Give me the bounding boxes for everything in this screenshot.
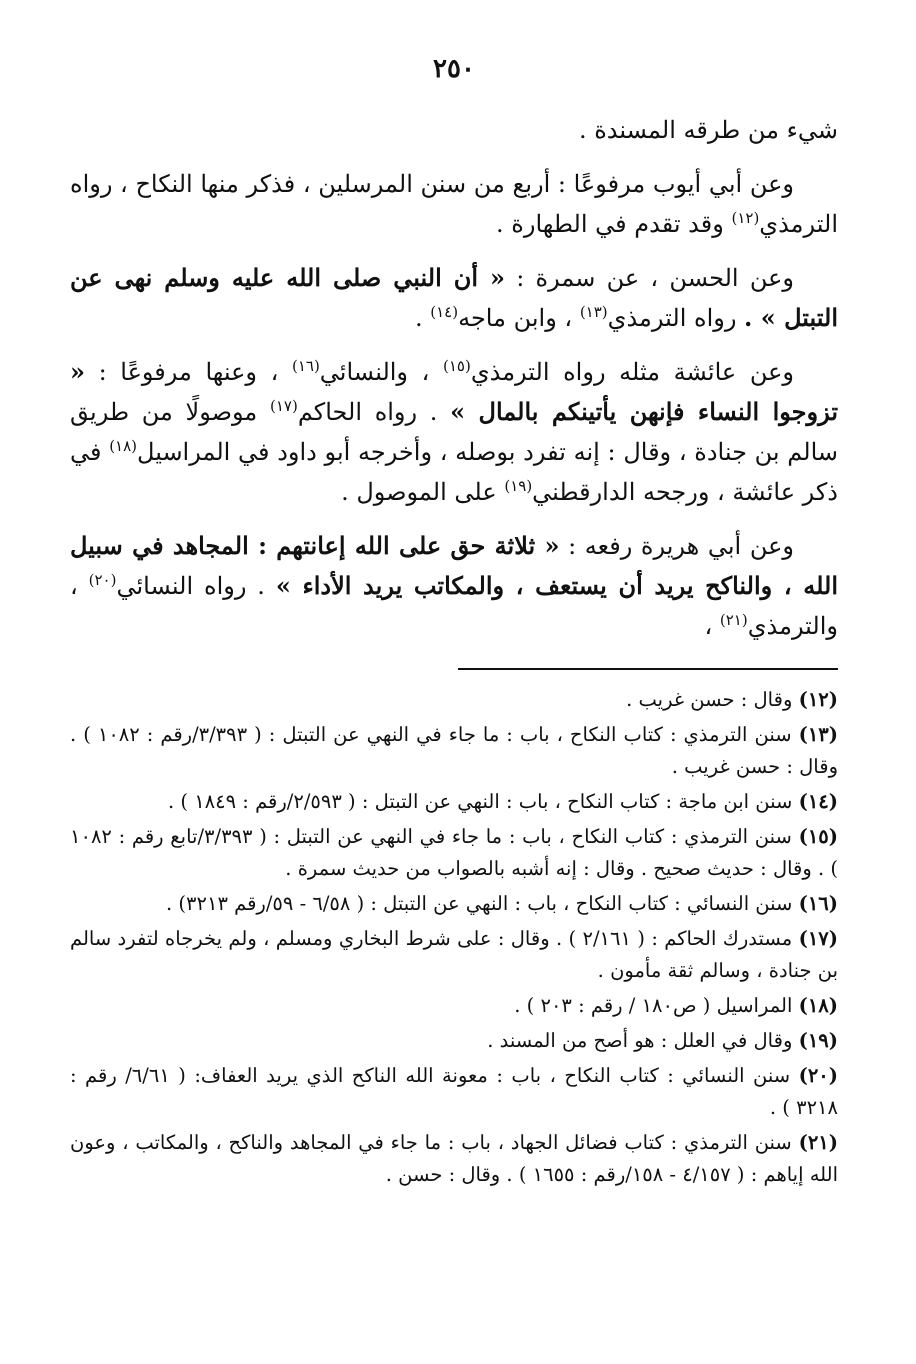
footnote-20: [70, 1060, 838, 1124]
paragraph-5: [70, 526, 838, 646]
text-segment: وعن أبي أيوب مرفوعًا : أربع من سنن المرسلين ، فذكر منها النكاح ، رواه الترمذي: [70, 170, 838, 238]
footnote-15: [70, 821, 838, 885]
footnote-number: (١٦): [798, 892, 838, 915]
text-segment: ، وعنها مرفوعًا :: [85, 358, 292, 386]
paragraph-2: [70, 164, 838, 244]
text-segment: على الموصول .: [341, 478, 505, 506]
text-segment: ، والترمذي: [70, 572, 838, 640]
footnote-divider: [458, 668, 838, 670]
footnote-text: سنن النسائي : كتاب النكاح ، باب : معونة الله الناكح الذي يريد العفاف: ( ٦/٦١/ رقم : ٣٢١٨ ) .: [70, 1064, 838, 1119]
text-segment: ، وابن ماجه: [458, 304, 580, 332]
text-segment: . رواه الحاكم: [297, 398, 451, 426]
footnote-21: [70, 1127, 838, 1191]
footnote-number: (١٤): [798, 790, 838, 813]
hadith-text: « تزوجوا النساء فإنهن يأتينكم بالمال »: [70, 357, 838, 426]
footnote-12: [70, 684, 838, 716]
footnote-number: (١٧): [798, 927, 839, 950]
footnote-text: وقال في العلل : هو أصح من المسند .: [487, 1029, 793, 1052]
footnote-text: المراسيل ( ص١٨٠ / رقم : ٢٠٣ ) .: [514, 994, 793, 1017]
page-number: ٢٥٠: [433, 54, 475, 84]
text-segment: .: [414, 304, 431, 332]
footnote-16: [70, 888, 838, 920]
footnote-13: [70, 719, 838, 783]
footnote-ref: (١٥): [442, 357, 471, 375]
main-text: [70, 110, 838, 646]
text-segment: في ذكر عائشة ، ورجحه الدارقطني: [70, 438, 838, 506]
footnote-text: سنن الترمذي : كتاب النكاح ، باب : ما جاء في النهي عن التبتل : ( ٣/٣٩٣/تابع رقم : ١٠٨٢ ) . وقال : حديث صحيح . وقال : إنه أشبه بالصواب من حديث سمرة .: [70, 825, 838, 880]
footnote-ref: (١٤): [430, 303, 459, 321]
paragraph-1: [70, 110, 838, 150]
footnote-number: (١٣): [798, 723, 838, 746]
footnote-number: (٢٠): [798, 1064, 838, 1087]
text-segment: . رواه النسائي: [116, 572, 276, 600]
paragraph-3: [70, 258, 838, 338]
text-segment: وعن عائشة مثله رواه الترمذي: [470, 358, 795, 386]
text-segment: ، والنسائي: [319, 358, 443, 386]
text-segment: وعن أبي هريرة رفعه :: [559, 532, 794, 560]
footnote-ref: (١٨): [109, 437, 138, 455]
text-segment: وقد تقدم في الطهارة .: [496, 210, 732, 238]
footnote-text: وقال : حسن غريب .: [626, 688, 793, 711]
footnote-18: [70, 990, 838, 1022]
footnote-text: سنن ابن ماجة : كتاب النكاح ، باب : النهي عن التبتل : ( ٢/٥٩٣/رقم : ١٨٤٩ ) .: [168, 790, 793, 813]
paragraph-4: [70, 352, 838, 512]
footnote-ref: (١٩): [504, 477, 533, 495]
footnote-text: مستدرك الحاكم : ( ٢/١٦١ ) . وقال : على شرط البخاري ومسلم ، ولم يخرجاه لتفرد سالم بن جنادة ، وسالم ثقة مأمون .: [70, 927, 838, 982]
footnote-text: سنن الترمذي : كتاب النكاح ، باب : ما جاء في النهي عن التبتل : ( ٣/٣٩٣/رقم : ١٠٨٢ ) . وقال : حسن غريب .: [70, 723, 838, 778]
text-segment: ،: [704, 612, 720, 640]
footnote-14: [70, 786, 838, 818]
footnote-text: سنن الترمذي : كتاب فضائل الجهاد ، باب : ما جاء في المجاهد والناكح ، والمكاتب ، وعون الله إياهم : ( ٤/١٥٧ - ١٥٨/رقم : ١٦٥٥ ) . وقال : حسن .: [70, 1131, 838, 1186]
footnote-ref: (١٧): [269, 397, 298, 415]
footnote-number: (١٥): [798, 825, 838, 848]
text-segment: رواه الترمذي: [607, 304, 745, 332]
hadith-text: « أن النبي صلى الله عليه وسلم نهى عن التبتل » .: [70, 263, 838, 332]
footnote-ref: (١٢): [731, 209, 760, 227]
footnote-17: [70, 923, 838, 987]
footnote-ref: (٢٠): [88, 571, 117, 589]
text-segment: وعن الحسن ، عن سمرة :: [504, 264, 795, 292]
footnote-number: (١٨): [798, 994, 838, 1017]
footnote-number: (٢١): [798, 1131, 839, 1154]
footnotes: [70, 684, 838, 1191]
hadith-text: « ثلاثة حق على الله إعانتهم : المجاهد في سبيل الله ، والناكح يريد أن يستعف ، والمكاتب يريد الأداء »: [70, 531, 838, 600]
footnote-number: (١٩): [798, 1029, 838, 1052]
text-segment: شيء من طرقه المسندة .: [578, 116, 838, 144]
footnote-number: (١٢): [798, 688, 838, 711]
footnote-19: [70, 1025, 838, 1057]
footnote-text: سنن النسائي : كتاب النكاح ، باب : النهي عن التبتل : ( ٦/٥٨ - ٥٩/رقم ٣٢١٣) .: [166, 892, 793, 915]
footnote-ref: (٢١): [719, 611, 748, 629]
footnote-ref: (١٦): [291, 357, 320, 375]
footnote-ref: (١٣): [579, 303, 608, 321]
text-segment: موصولًا من طريق سالم بن جنادة ، وقال : إنه تفرد بوصله ، وأخرجه أبو داود في المراسيل: [70, 398, 838, 466]
